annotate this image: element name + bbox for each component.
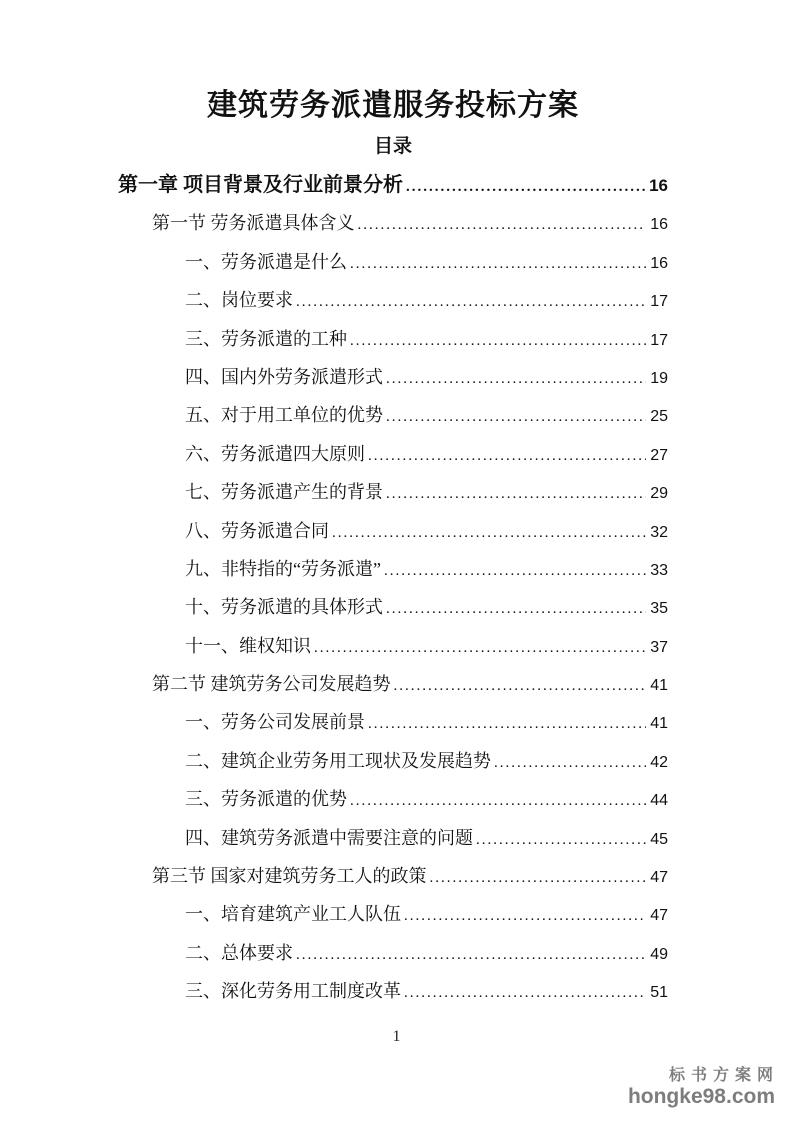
toc-entry-page-number: 47	[650, 869, 668, 887]
toc-entry	[152, 665, 668, 703]
toc-dot-leader	[350, 782, 646, 820]
toc-entry	[185, 243, 668, 281]
toc-entry-page-number: 35	[650, 600, 668, 618]
toc-dot-leader	[368, 705, 646, 743]
toc-entry-page-number: 44	[650, 792, 668, 810]
toc-dot-leader	[350, 322, 646, 360]
toc-entry-label: 九、非特指的“劳务派遣”	[185, 558, 381, 579]
toc-entry-label: 第一章 项目背景及行业前景分析	[118, 174, 403, 196]
toc-entry	[185, 512, 668, 550]
toc-entry	[185, 281, 668, 319]
toc-entry	[152, 204, 668, 242]
toc-dot-leader	[404, 897, 646, 935]
toc-entry-page-number: 29	[650, 485, 668, 503]
toc-entry-label: 二、岗位要求	[185, 290, 293, 311]
toc-entry-label: 七、劳务派遣产生的背景	[185, 482, 383, 503]
toc-heading: 目录	[373, 136, 412, 157]
toc-entry-label: 第一节 劳务派遣具体含义	[152, 213, 355, 234]
toc-dot-leader	[386, 398, 646, 436]
table-of-contents	[118, 166, 668, 1011]
toc-entry-page-number: 33	[650, 561, 668, 579]
watermark	[627, 1067, 779, 1108]
toc-entry-page-number: 32	[650, 523, 668, 541]
toc-dot-leader	[332, 514, 646, 552]
toc-entry	[185, 358, 668, 396]
toc-entry	[185, 972, 668, 1010]
toc-dot-leader	[404, 974, 646, 1012]
toc-dot-leader	[476, 821, 646, 859]
toc-entry	[185, 934, 668, 972]
toc-dot-leader	[386, 590, 646, 628]
toc-entry-label: 十、劳务派遣的具体形式	[185, 597, 383, 618]
watermark-site-name: 标书方案网	[668, 1067, 779, 1085]
toc-entry-label: 三、劳务派遣的优势	[185, 789, 347, 810]
toc-entry-label: 三、劳务派遣的工种	[185, 328, 347, 349]
toc-entry	[118, 166, 668, 204]
toc-dot-leader	[394, 667, 647, 705]
toc-dot-leader	[368, 437, 646, 475]
toc-entry	[185, 473, 668, 511]
toc-entry-page-number: 17	[650, 331, 668, 349]
toc-entry	[185, 588, 668, 626]
toc-entry	[185, 396, 668, 434]
toc-dot-leader	[406, 168, 645, 206]
toc-entry-page-number: 41	[650, 715, 668, 733]
toc-entry-label: 二、总体要求	[185, 942, 293, 963]
toc-entry-label: 四、建筑劳务派遣中需要注意的问题	[185, 827, 473, 848]
toc-dot-leader	[384, 552, 646, 590]
toc-entry-label: 一、劳务公司发展前景	[185, 712, 365, 733]
toc-entry	[185, 742, 668, 780]
toc-entry	[185, 627, 668, 665]
toc-entry-page-number: 45	[650, 830, 668, 848]
document-title: 建筑劳务派遣服务投标方案	[207, 89, 579, 122]
page-number: 1	[392, 1028, 401, 1045]
toc-entry	[185, 895, 668, 933]
toc-entry-label: 三、深化劳务用工制度改革	[185, 981, 401, 1002]
toc-entry-page-number: 41	[650, 677, 668, 695]
toc-dot-leader	[358, 206, 647, 244]
toc-entry	[185, 320, 668, 358]
toc-entry-page-number: 25	[650, 408, 668, 426]
toc-entry-label: 六、劳务派遣四大原则	[185, 443, 365, 464]
toc-entry-page-number: 51	[650, 984, 668, 1002]
toc-dot-leader	[296, 936, 646, 974]
toc-entry-label: 第二节 建筑劳务公司发展趋势	[152, 674, 391, 695]
toc-entry-label: 一、培育建筑产业工人队伍	[185, 904, 401, 925]
toc-dot-leader	[350, 245, 646, 283]
toc-entry-label: 一、劳务派遣是什么	[185, 251, 347, 272]
toc-entry	[152, 857, 668, 895]
toc-entry-label: 二、建筑企业劳务用工现状及发展趋势	[185, 750, 491, 771]
toc-entry-page-number: 16	[649, 176, 668, 195]
toc-dot-leader	[314, 629, 646, 667]
toc-entry-label: 十一、维权知识	[185, 635, 311, 656]
toc-dot-leader	[430, 859, 647, 897]
toc-entry-page-number: 47	[650, 907, 668, 925]
toc-entry-page-number: 27	[650, 446, 668, 464]
toc-entry-page-number: 19	[650, 369, 668, 387]
toc-entry-label: 八、劳务派遣合同	[185, 520, 329, 541]
toc-entry	[185, 819, 668, 857]
toc-entry-label: 四、国内外劳务派遣形式	[185, 366, 383, 387]
toc-entry	[185, 435, 668, 473]
toc-entry-page-number: 17	[650, 293, 668, 311]
toc-dot-leader	[494, 744, 646, 782]
toc-entry	[185, 703, 668, 741]
toc-entry-page-number: 37	[650, 638, 668, 656]
toc-entry	[185, 550, 668, 588]
toc-entry	[185, 780, 668, 818]
toc-entry-page-number: 42	[650, 753, 668, 771]
toc-entry-page-number: 16	[650, 254, 668, 272]
toc-dot-leader	[386, 360, 646, 398]
toc-entry-label: 五、对于用工单位的优势	[185, 405, 383, 426]
toc-entry-page-number: 16	[650, 216, 668, 234]
toc-dot-leader	[296, 283, 646, 321]
toc-entry-label: 第三节 国家对建筑劳务工人的政策	[152, 866, 427, 887]
watermark-site-url: hongke98.com	[627, 1084, 775, 1108]
toc-entry-page-number: 49	[650, 945, 668, 963]
toc-dot-leader	[386, 475, 646, 513]
